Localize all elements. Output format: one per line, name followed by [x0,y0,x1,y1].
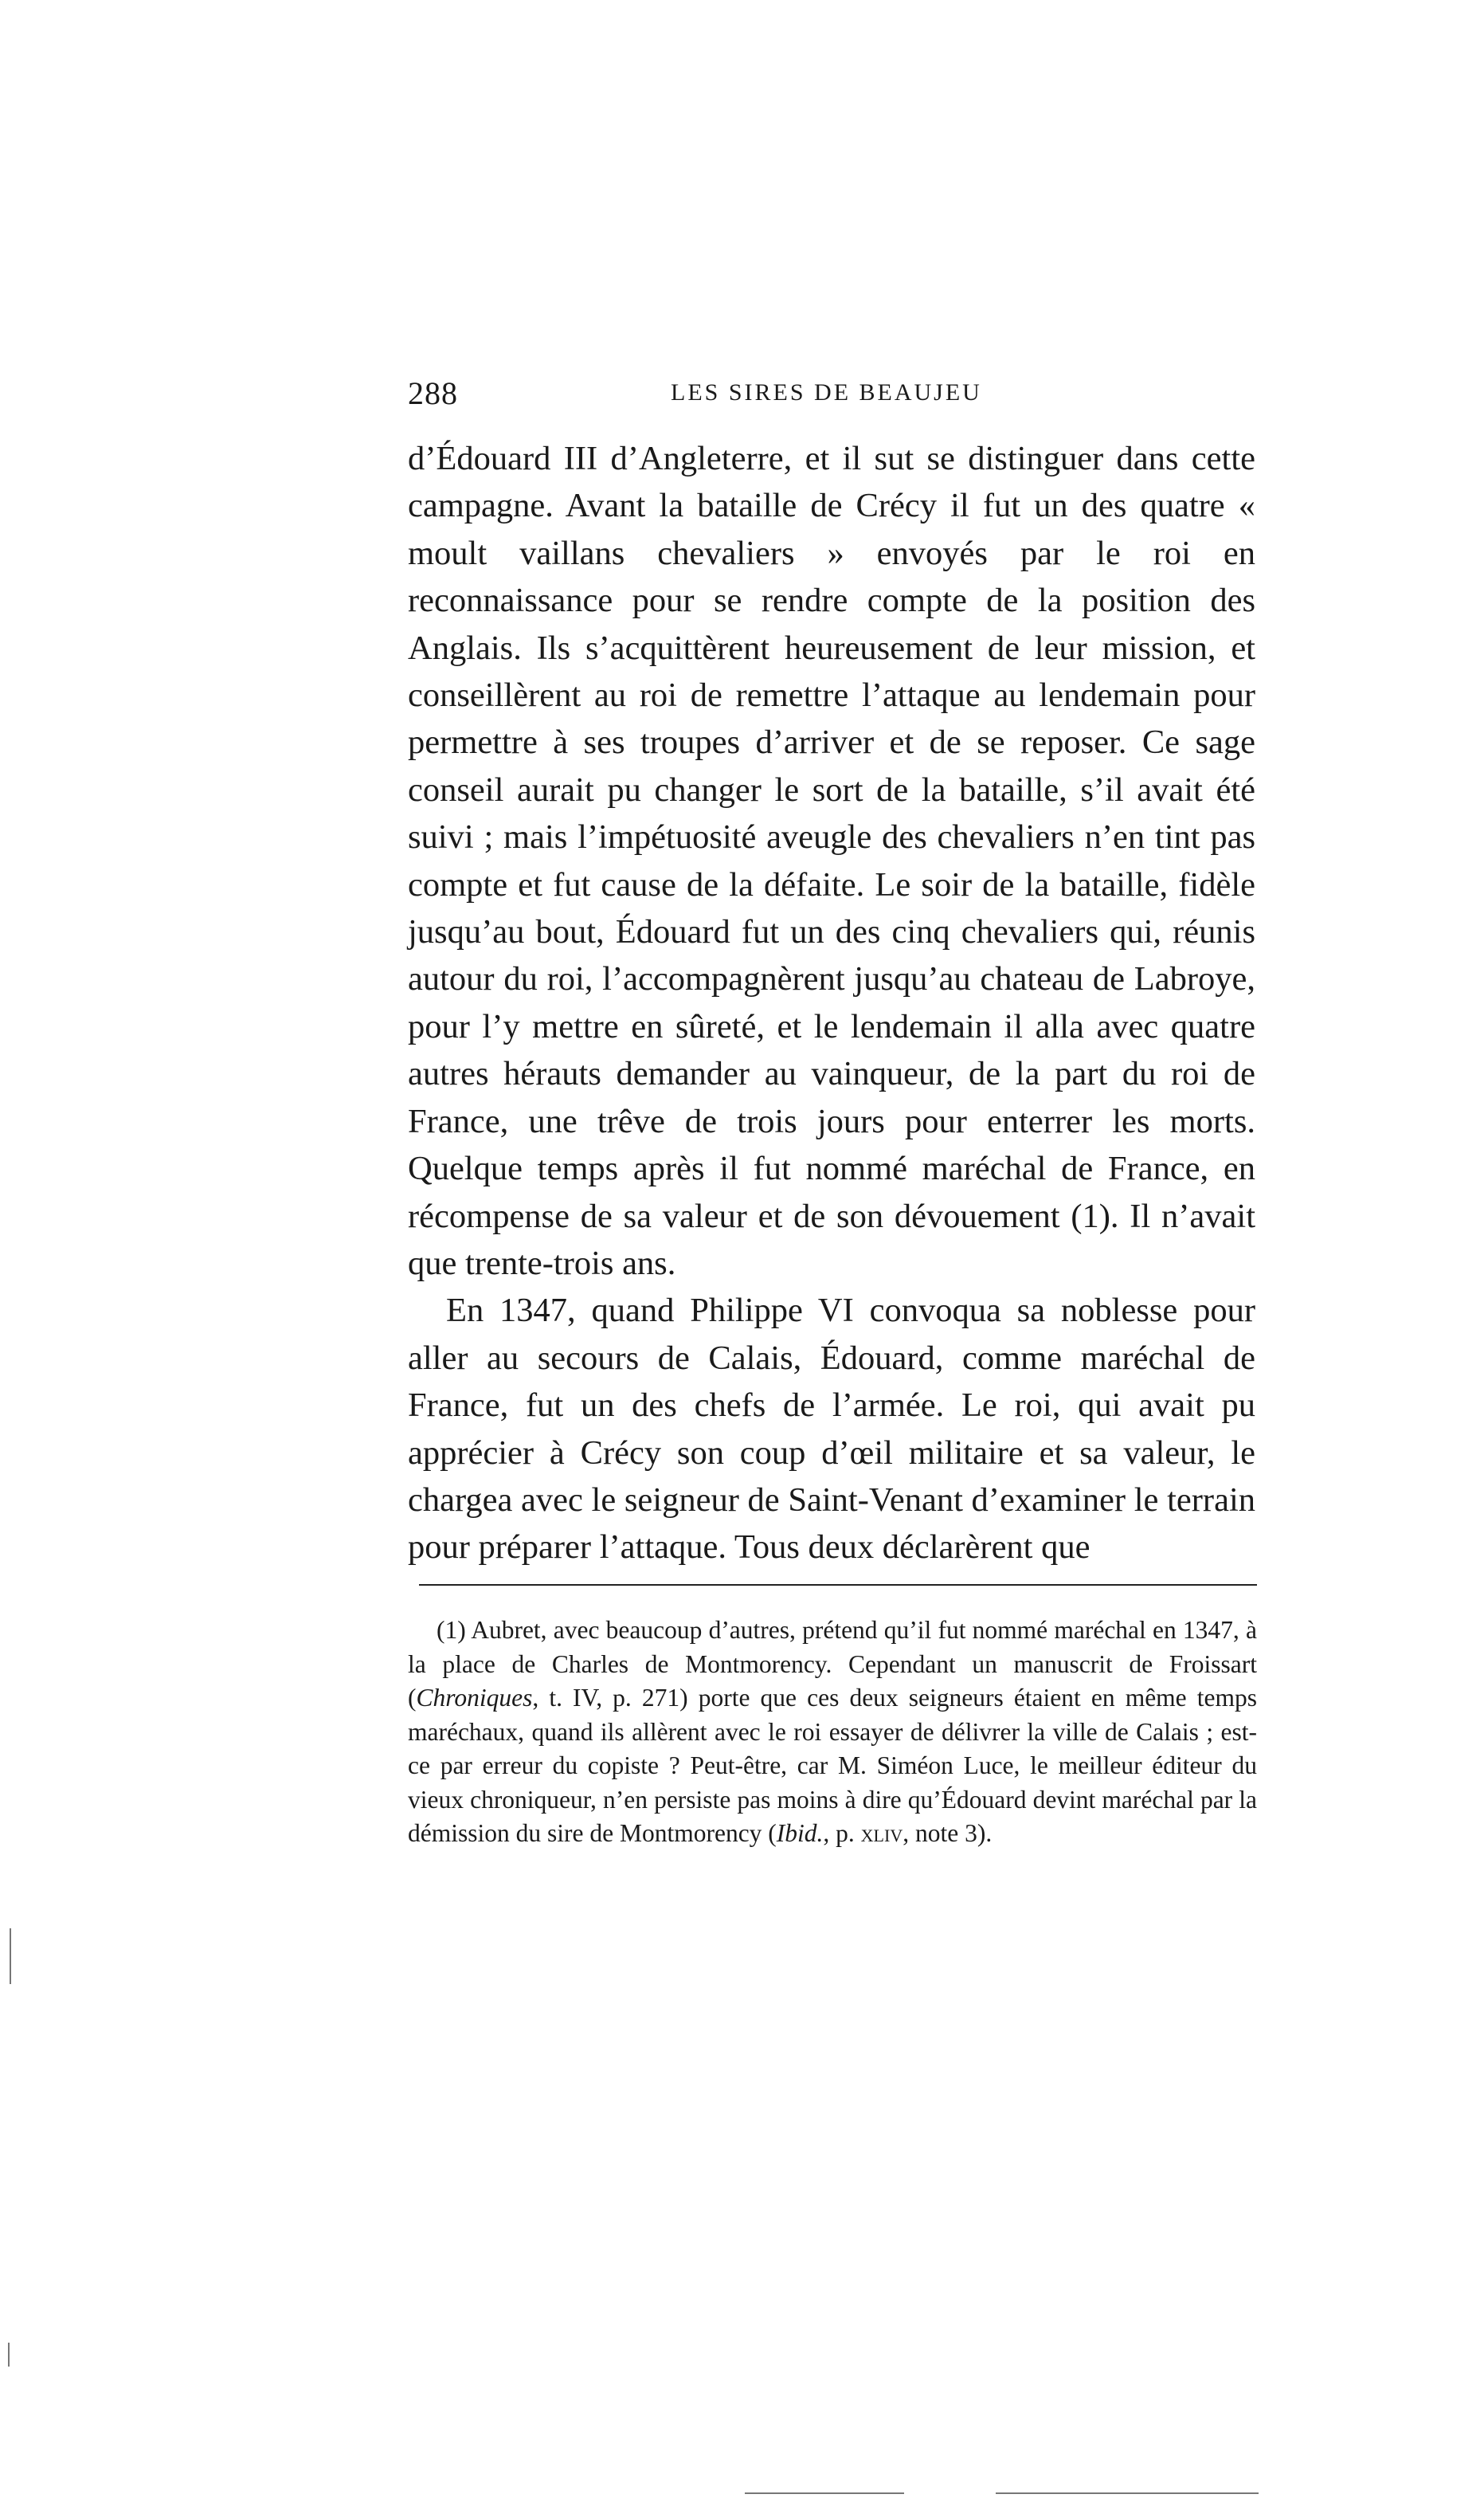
page-header [408,375,1260,422]
scan-mark [8,2343,10,2367]
footnote-citation-ibid: Ibid. [776,1819,824,1847]
main-text [408,435,1255,1571]
footnote [408,1614,1257,1851]
footnote-text-part: , note 3). [903,1819,993,1847]
footnote-separator [419,1584,1257,1586]
paragraph: En 1347, quand Philippe VI convoqua sa noblesse pour aller au secours de Calais, Édouard, comme maréchal de France, fut un des chefs de l’armée. Le roi, qui avait pu apprécier à Crécy son coup d’œil militaire et sa valeur, le chargea avec le seigneur de Saint-Venant d’examiner le terrain pour préparer l’attaque. Tous deux déclarèrent que [408,1292,1255,1567]
page-number: 288 [408,375,458,411]
scan-mark [745,2492,904,2494]
footnote-text-part: (1) Aubret, avec beaucoup d’autres, prétend qu’il fut nommé maréchal en 1347, à la place de Charles de Montmorency. Cependant un manuscrit de Froissart ( [408,1616,1257,1712]
footnote-text-part: , t. IV, p. 271) porte que ces deux seigneurs étaient en même temps maréchaux, quand ils allèrent avec le roi essayer de délivrer la ville de Calais ; est-ce par erreur du copiste ? Peut-être, car M. Siméon Luce, le meilleur éditeur du vieux chroniqueur, n’en persiste pas moins à dire qu’Édouard devint maréchal par la démission du sire de Montmorency ( [408,1684,1257,1847]
footnote-text [408,1614,1257,1851]
running-title: LES SIRES DE BEAUJEU [671,379,982,406]
scan-mark [10,1928,11,1984]
footnote-citation-title: Chroniques [416,1684,533,1712]
footnote-roman-numeral: xliv [860,1819,903,1847]
paragraph-continuation: d’Édouard III d’Angleterre, et il sut se distinguer dans cette campagne. Avant la bataille de Crécy il fut un des quatre « moult vaillans chevaliers » envoyés par le roi en reconnaissance pour se rendre compte de la position des Anglais. Ils s’acquittèrent heureusement de leur mission, et conseillèrent au roi de remettre l’attaque au lendemain pour permettre à ses troupes d’arriver et de se reposer. Ce sage conseil aurait pu changer le sort de la bataille, s’il avait été suivi ; mais l’impétuosité aveugle des chevaliers n’en tint pas compte et fut cause de la défaite. Le soir de la bataille, fidèle jusqu’au bout, Édouard fut un des cinq chevaliers qui, réunis autour du roi, l’accompagnèrent jusqu’au chateau de Labroye, pour l’y mettre en sûreté, et le lendemain il alla avec quatre autres hérauts demander au vainqueur, de la part du roi de France, une trêve de trois jours pour enterrer les morts. Quelque temps après il fut nommé maréchal de France, en récompense de sa valeur et de son dévouement (1). Il n’avait que trente-trois ans. [408,440,1255,1282]
footnote-text-part: , p. [823,1819,861,1847]
scan-mark [996,2492,1259,2494]
